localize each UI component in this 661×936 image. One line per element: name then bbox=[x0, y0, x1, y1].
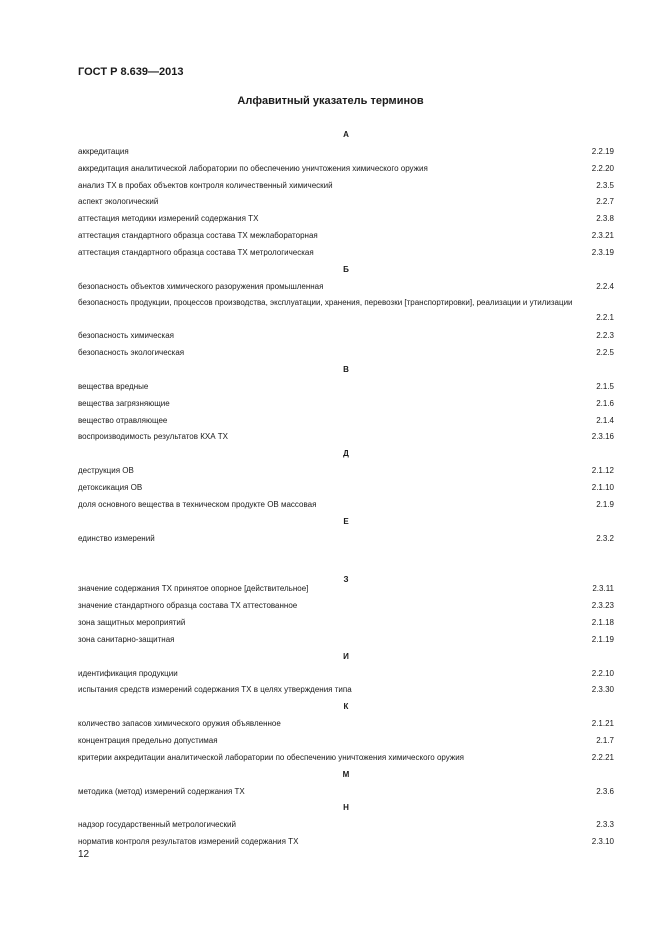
section-letter: Е bbox=[343, 516, 349, 526]
index-entry bbox=[78, 818, 614, 835]
entry-reference-number: 2.1.9 bbox=[596, 499, 614, 509]
index-entry bbox=[78, 835, 614, 852]
section-letter: А bbox=[343, 130, 349, 139]
index-entry bbox=[78, 414, 614, 431]
entry-reference-number: 2.1.4 bbox=[596, 415, 614, 425]
entry-reference-number: 2.1.10 bbox=[591, 482, 614, 492]
entry-term: вещество отравляющее bbox=[78, 415, 168, 425]
index-entry bbox=[78, 616, 614, 633]
section-letter: М bbox=[342, 769, 350, 779]
entry-term: аттестация стандартного образца состава ТХ межлабораторная bbox=[78, 230, 318, 240]
entry-term: аккредитация аналитической лаборатории по обеспечению уничтожения химического оружия bbox=[78, 163, 428, 173]
entry-reference-number: 2.3.16 bbox=[591, 432, 614, 442]
page-title: Алфавитный указатель терминов bbox=[237, 95, 424, 107]
entry-reference-number: 2.2.5 bbox=[596, 348, 614, 358]
index-entry bbox=[78, 717, 614, 734]
entry-reference-number: 2.3.3 bbox=[596, 820, 614, 830]
entry-term: аттестация стандартного образца состава ТХ метрологическая bbox=[78, 247, 314, 257]
entry-reference-number: 2.1.6 bbox=[596, 398, 614, 408]
index-entry bbox=[78, 280, 614, 297]
entry-term: испытания средств измерений содержания ТХ в целях утверждения типа bbox=[78, 685, 352, 695]
entry-reference-number: 2.3.11 bbox=[592, 584, 614, 594]
index-entry bbox=[78, 532, 614, 549]
index-entry bbox=[78, 633, 614, 650]
entry-term: зона защитных мероприятий bbox=[78, 617, 186, 627]
entry-reference-number: 2.2.4 bbox=[596, 281, 614, 291]
entry-term: аккредитация bbox=[78, 147, 129, 156]
entry-reference-number: 2.2.20 bbox=[591, 163, 614, 173]
entry-term: аспект экологический bbox=[78, 197, 159, 207]
section-letter: И bbox=[343, 651, 349, 661]
term-index bbox=[78, 128, 614, 852]
entry-term: безопасность объектов химического разоружения промышленная bbox=[78, 281, 324, 291]
index-entry bbox=[78, 397, 614, 414]
entry-reference-number: 2.3.6 bbox=[596, 786, 614, 796]
index-entry bbox=[78, 212, 614, 229]
index-entry bbox=[78, 162, 614, 179]
entry-term: безопасность экологическая bbox=[78, 348, 185, 358]
index-entry bbox=[78, 329, 614, 346]
document-code: ГОСТ Р 8.639—2013 bbox=[78, 66, 184, 78]
entry-term: безопасность продукции, процессов производства, эксплуатации, хранения, перевозки [транспортировки], реализации и утилизации bbox=[78, 298, 573, 308]
entry-term: деструкция ОВ bbox=[78, 466, 134, 476]
entry-term: детоксикация ОВ bbox=[78, 482, 143, 492]
entry-reference-number: 2.2.21 bbox=[591, 752, 614, 762]
entry-term: значение содержания ТХ принятое опорное [действительное] bbox=[78, 584, 309, 594]
entry-reference-number: 2.2.19 bbox=[591, 147, 614, 156]
index-entry bbox=[78, 246, 614, 263]
section-letter: Б bbox=[343, 264, 349, 274]
entry-reference-number: 2.3.21 bbox=[591, 230, 614, 240]
entry-reference-number: 2.2.3 bbox=[596, 331, 614, 341]
index-entry bbox=[78, 145, 614, 162]
index-entry bbox=[78, 380, 614, 397]
entry-reference-number: 2.3.10 bbox=[591, 837, 614, 847]
index-entry bbox=[78, 785, 614, 802]
index-entry bbox=[78, 481, 614, 498]
entry-term: доля основного вещества в техническом продукте ОВ массовая bbox=[78, 499, 317, 509]
entry-reference-number: 2.3.2 bbox=[596, 533, 614, 543]
entry-reference-number: 2.3.23 bbox=[591, 601, 614, 611]
entry-reference-number: 2.2.10 bbox=[591, 668, 614, 678]
entry-reference-number: 2.2.1 bbox=[596, 313, 614, 323]
index-entry bbox=[78, 229, 614, 246]
entry-reference-number: 2.3.8 bbox=[596, 214, 614, 224]
entry-term: концентрация предельно допустимая bbox=[78, 735, 218, 745]
entry-term: количество запасов химического оружия объявленное bbox=[78, 719, 281, 729]
entry-term: надзор государственный метрологический bbox=[78, 820, 236, 830]
entry-reference-number: 2.1.21 bbox=[591, 719, 614, 729]
entry-reference-number: 2.1.12 bbox=[591, 466, 614, 476]
entry-reference-number: 2.3.19 bbox=[591, 247, 614, 257]
index-entry bbox=[78, 683, 614, 700]
page-number: 12 bbox=[78, 849, 90, 860]
section-letter: К bbox=[343, 702, 349, 712]
entry-term: значение стандартного образца состава ТХ аттестованное bbox=[78, 601, 298, 611]
index-entry bbox=[78, 346, 614, 363]
entry-term: анализ ТХ в пробах объектов контроля количественный химический bbox=[78, 180, 333, 190]
section-letter: Н bbox=[343, 803, 349, 813]
entry-reference-number: 2.3.30 bbox=[591, 685, 614, 695]
entry-term: методика (метод) измерений содержания ТХ bbox=[78, 786, 245, 796]
index-entry bbox=[78, 734, 614, 751]
entry-reference-number: 2.1.19 bbox=[591, 634, 614, 644]
index-entry bbox=[78, 195, 614, 212]
index-entry bbox=[78, 667, 614, 684]
index-entry bbox=[78, 751, 614, 768]
entry-term: безопасность химическая bbox=[78, 331, 175, 341]
index-entry bbox=[78, 599, 614, 616]
entry-reference-number: 2.2.7 bbox=[596, 197, 614, 207]
entry-term: аттестация методики измерений содержания ТХ bbox=[78, 214, 259, 224]
index-entry bbox=[78, 179, 614, 196]
entry-reference-number: 2.1.7 bbox=[596, 735, 614, 745]
index-entry bbox=[78, 498, 614, 515]
entry-term: критерии аккредитации аналитической лаборатории по обеспечению уничтожения химического оружия bbox=[78, 752, 464, 762]
entry-term: воспроизводимость результатов КХА ТХ bbox=[78, 432, 229, 442]
index-entry bbox=[78, 430, 614, 447]
section-letter: Д bbox=[343, 449, 349, 459]
entry-reference-number: 2.1.18 bbox=[591, 617, 614, 627]
entry-term: вещества загрязняющие bbox=[78, 398, 170, 408]
index-entry bbox=[78, 582, 614, 599]
index-entry bbox=[78, 464, 614, 481]
entry-term: зона санитарно-защитная bbox=[78, 634, 175, 644]
entry-reference-number: 2.1.5 bbox=[596, 381, 614, 391]
section-letter: З bbox=[343, 575, 349, 585]
entry-term: норматив контроля результатов измерений содержания ТХ bbox=[78, 837, 299, 847]
entry-term: единство измерений bbox=[78, 533, 155, 543]
entry-term: вещества вредные bbox=[78, 381, 149, 391]
entry-term: идентификация продукции bbox=[78, 668, 178, 678]
entry-reference-number: 2.3.5 bbox=[596, 180, 614, 190]
section-letter: В bbox=[343, 364, 349, 374]
index-entry bbox=[78, 296, 614, 329]
